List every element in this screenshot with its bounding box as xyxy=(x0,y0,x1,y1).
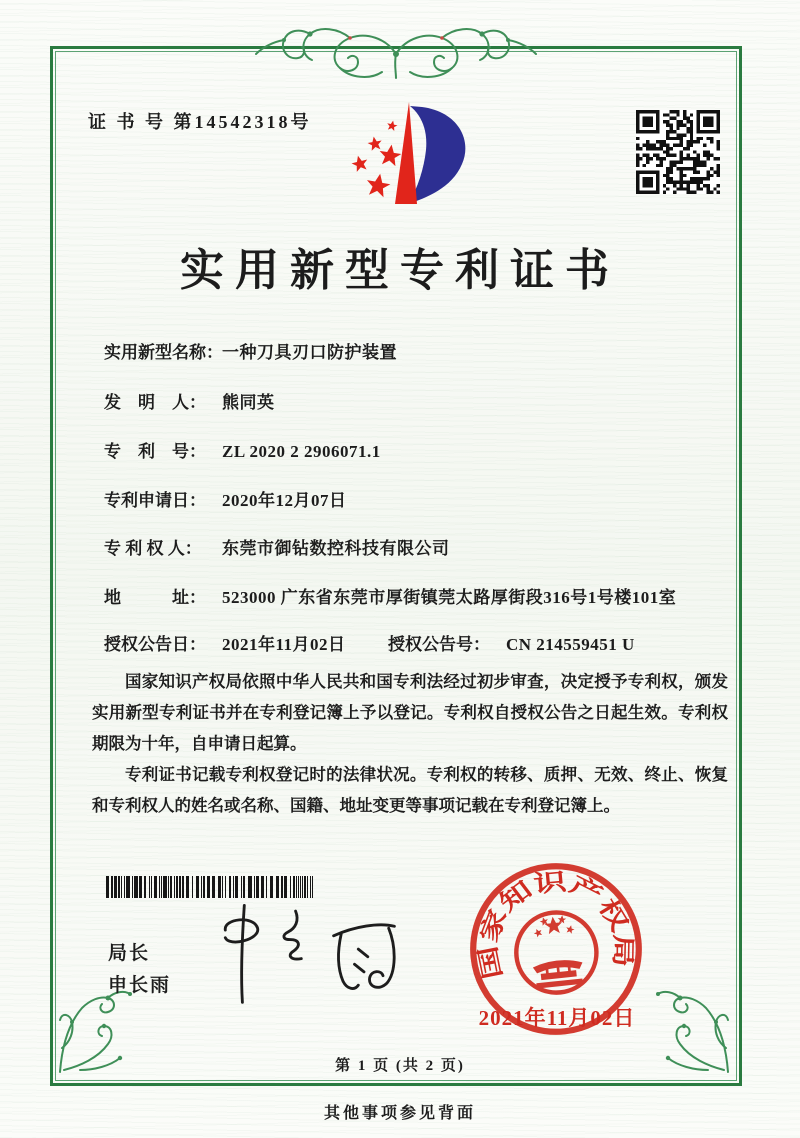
field-label: 专 利 号： xyxy=(104,442,206,461)
field-value: 2021年11月02日 xyxy=(222,635,346,654)
field-label: 授权公告号： xyxy=(388,635,490,654)
handwritten-signature-icon xyxy=(212,892,402,1010)
field-value: 一种刀具刃口防护装置 xyxy=(222,343,397,362)
field-row-name xyxy=(104,340,734,366)
seal-agency-text: 国家知识产权局 xyxy=(476,870,636,981)
legal-paragraph: 专利证书记载专利权登记时的法律状况。专利权的转移、质押、无效、终止、恢复和专利权人的姓名或名称、国籍、地址变更等事项记载在专利登记簿上。 xyxy=(92,765,728,815)
legal-paragraph: 国家知识产权局依照中华人民共和国专利法经过初步审查，决定授予专利权，颁发实用新型专利证书并在专利登记簿上予以登记。专利权自授权公告之日起生效。专利权期限为十年，自申请日起算。 xyxy=(92,672,728,753)
field-pair-grant-no xyxy=(388,632,635,658)
field-value: 2020年12月07日 xyxy=(222,491,347,510)
field-value: CN 214559451 U xyxy=(506,635,635,654)
qr-code-icon xyxy=(636,110,720,194)
field-label: 实用新型名称： xyxy=(104,343,223,362)
certificate-number: 证 书 号 第14542318号 xyxy=(88,112,312,132)
field-value: 熊同英 xyxy=(222,393,275,412)
field-label: 专 利 权 人： xyxy=(104,539,202,558)
field-row-inventor xyxy=(104,390,734,416)
certificate-title: 实用新型专利证书 xyxy=(180,246,620,295)
commissioner-name: 申长雨 xyxy=(108,975,172,996)
field-value: 523000 广东省东莞市厚街镇莞太路厚街段316号1号楼101室 xyxy=(222,588,677,607)
field-value: 东莞市御钻数控科技有限公司 xyxy=(222,539,450,558)
field-row-grant xyxy=(104,632,734,658)
seal-date: 2021年11月02日 xyxy=(478,1006,636,1030)
page-number: 第 1 页 (共 2 页) xyxy=(335,1058,465,1074)
commissioner-role: 局长 xyxy=(108,943,151,964)
field-label: 地 址： xyxy=(104,588,206,607)
field-label: 发 明 人： xyxy=(104,393,206,412)
field-label: 专利申请日： xyxy=(104,491,206,510)
field-value: ZL 2020 2 2906071.1 xyxy=(222,442,381,461)
field-row-patentee xyxy=(104,536,734,562)
field-label: 授权公告日： xyxy=(104,635,206,654)
field-row-filing-date xyxy=(104,488,734,514)
cnipa-logo-icon xyxy=(338,98,478,210)
field-row-address xyxy=(104,585,734,611)
legal-text xyxy=(92,666,728,821)
field-row-patent-no xyxy=(104,439,734,465)
dragon-ornament-icon xyxy=(246,20,546,84)
back-side-note: 其他事项参见背面 xyxy=(323,1105,476,1122)
